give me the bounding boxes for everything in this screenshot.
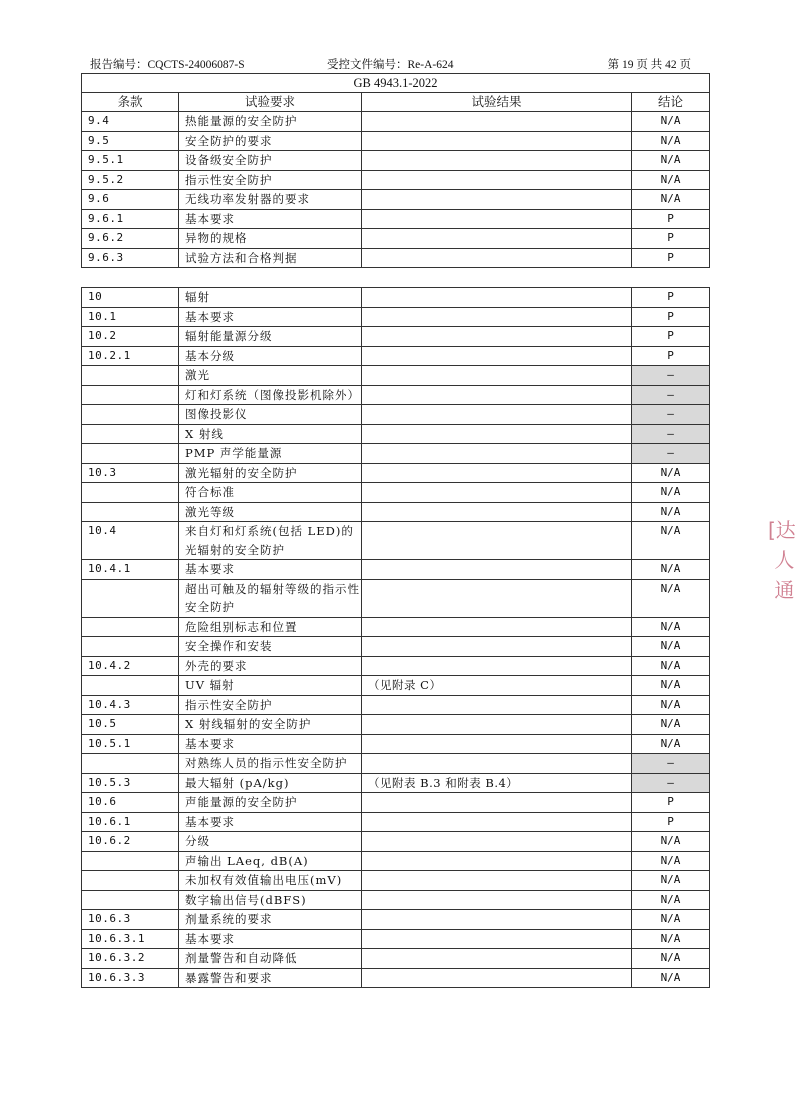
clause-cell: 10.6.1 <box>82 812 179 832</box>
requirement-cell: UV 辐射 <box>179 676 362 696</box>
clause-cell: 10.6.2 <box>82 832 179 852</box>
verdict-cell: N/A <box>632 579 710 617</box>
verdict-cell: N/A <box>632 949 710 969</box>
requirement-cell: X 射线辐射的安全防护 <box>179 715 362 735</box>
verdict-cell: P <box>632 209 710 229</box>
clause-cell: 10.4.3 <box>82 695 179 715</box>
requirement-cell: 试验方法和合格判据 <box>179 248 362 268</box>
requirement-cell: X 射线 <box>179 424 362 444</box>
verdict-cell: N/A <box>632 131 710 151</box>
verdict-cell: N/A <box>632 560 710 580</box>
result-cell <box>362 327 632 347</box>
requirement-cell: 剂量系统的要求 <box>179 910 362 930</box>
clause-cell: 9.6.3 <box>82 248 179 268</box>
table-row <box>82 560 710 580</box>
table-row <box>82 715 710 735</box>
requirement-cell: 辐射能量源分级 <box>179 327 362 347</box>
col-verdict-header: 结论 <box>632 93 710 112</box>
clause-cell: 9.6.2 <box>82 229 179 249</box>
verdict-cell: — <box>632 405 710 425</box>
verdict-cell: N/A <box>632 617 710 637</box>
result-cell <box>362 209 632 229</box>
verdict-cell: N/A <box>632 151 710 171</box>
clause-cell: 10.6.3.1 <box>82 929 179 949</box>
requirement-cell: 图像投影仪 <box>179 405 362 425</box>
result-cell <box>362 424 632 444</box>
verdict-cell: — <box>632 754 710 774</box>
verdict-cell: N/A <box>632 695 710 715</box>
requirement-cell: 指示性安全防护 <box>179 170 362 190</box>
requirement-cell: 基本要求 <box>179 929 362 949</box>
result-cell <box>362 734 632 754</box>
clause-cell <box>82 444 179 464</box>
requirement-cell: 指示性安全防护 <box>179 695 362 715</box>
verdict-cell: — <box>632 773 710 793</box>
verdict-cell: N/A <box>632 734 710 754</box>
clause-cell: 10.6.3.2 <box>82 949 179 969</box>
result-cell <box>362 656 632 676</box>
table-row <box>82 112 710 132</box>
seal-stamp: [达 人 通 <box>768 518 796 602</box>
requirement-cell: 灯和灯系统（图像投影机除外） <box>179 385 362 405</box>
result-cell <box>362 832 632 852</box>
table-row <box>82 307 710 327</box>
clause-cell: 10.5 <box>82 715 179 735</box>
result-cell <box>362 366 632 386</box>
table-row <box>82 579 710 617</box>
requirement-cell: 基本要求 <box>179 560 362 580</box>
clause-cell: 10.2.1 <box>82 346 179 366</box>
table-row <box>82 949 710 969</box>
table-row <box>82 910 710 930</box>
requirement-cell: 声能量源的安全防护 <box>179 793 362 813</box>
result-cell <box>362 715 632 735</box>
clause-cell: 9.5.2 <box>82 170 179 190</box>
clause-cell <box>82 579 179 617</box>
requirement-cell: 危险组别标志和位置 <box>179 617 362 637</box>
clause-cell: 10.4 <box>82 522 179 560</box>
verdict-cell: N/A <box>632 676 710 696</box>
requirement-cell: 激光等级 <box>179 502 362 522</box>
requirement-cell: 对熟练人员的指示性安全防护 <box>179 754 362 774</box>
result-cell <box>362 190 632 210</box>
standard-title: GB 4943.1-2022 <box>82 74 710 93</box>
requirement-cell: 剂量警告和自动降低 <box>179 949 362 969</box>
clause-cell <box>82 483 179 503</box>
table-row <box>82 734 710 754</box>
requirement-cell: 激光 <box>179 366 362 386</box>
table-row <box>82 444 710 464</box>
result-cell <box>362 929 632 949</box>
table-row <box>82 405 710 425</box>
clause-cell <box>82 871 179 891</box>
clause-cell: 10.6.3.3 <box>82 968 179 988</box>
clause-cell <box>82 385 179 405</box>
page-number: 第 19 页 共 42 页 <box>607 59 691 71</box>
verdict-cell: N/A <box>632 190 710 210</box>
result-cell <box>362 288 632 308</box>
result-cell <box>362 579 632 617</box>
verdict-cell: N/A <box>632 656 710 676</box>
table-row <box>82 170 710 190</box>
result-cell <box>362 560 632 580</box>
requirement-cell: 设备级安全防护 <box>179 151 362 171</box>
requirement-cell: 来自灯和灯系统(包括 LED)的光辐射的安全防护 <box>179 522 362 560</box>
verdict-cell: N/A <box>632 502 710 522</box>
table-row <box>82 812 710 832</box>
result-cell <box>362 617 632 637</box>
clause-cell <box>82 502 179 522</box>
result-cell <box>362 112 632 132</box>
requirement-cell: 符合标准 <box>179 483 362 503</box>
result-cell <box>362 695 632 715</box>
standard-row <box>82 74 710 93</box>
requirement-cell: 暴露警告和要求 <box>179 968 362 988</box>
table-row <box>82 832 710 852</box>
clause-cell: 10.5.1 <box>82 734 179 754</box>
result-cell: （见附表 B.3 和附表 B.4） <box>362 773 632 793</box>
verdict-cell: N/A <box>632 637 710 657</box>
table-row <box>82 968 710 988</box>
result-cell <box>362 307 632 327</box>
table-row <box>82 871 710 891</box>
requirement-cell: 基本要求 <box>179 307 362 327</box>
result-cell <box>362 170 632 190</box>
table-row <box>82 793 710 813</box>
clause-cell: 9.6 <box>82 190 179 210</box>
table-row <box>82 288 710 308</box>
requirement-cell: 未加权有效值输出电压(mV) <box>179 871 362 891</box>
clause-cell: 9.5.1 <box>82 151 179 171</box>
page-header <box>84 56 709 73</box>
table-row <box>82 851 710 871</box>
table-row <box>82 248 710 268</box>
control-number: 受控文件编号：Re-A-624 <box>327 59 454 71</box>
verdict-cell: N/A <box>632 715 710 735</box>
verdict-cell: N/A <box>632 170 710 190</box>
result-cell <box>362 522 632 560</box>
clause-cell: 10.4.1 <box>82 560 179 580</box>
requirement-cell: 超出可触及的辐射等级的指示性安全防护 <box>179 579 362 617</box>
clause-cell: 10.6.3 <box>82 910 179 930</box>
report-number: 报告编号：CQCTS-24006087-S <box>90 59 245 71</box>
result-cell <box>362 444 632 464</box>
col-requirement-header: 试验要求 <box>179 93 362 112</box>
clause-cell: 10.6 <box>82 793 179 813</box>
table-row <box>82 463 710 483</box>
table-row <box>82 366 710 386</box>
requirement-cell: 基本分级 <box>179 346 362 366</box>
clause-cell: 10.1 <box>82 307 179 327</box>
result-cell <box>362 229 632 249</box>
result-cell <box>362 483 632 503</box>
column-header-row <box>82 93 710 112</box>
requirement-cell: 激光辐射的安全防护 <box>179 463 362 483</box>
clause-cell <box>82 617 179 637</box>
result-cell <box>362 385 632 405</box>
clause-cell <box>82 851 179 871</box>
verdict-cell: P <box>632 248 710 268</box>
requirement-cell: 安全防护的要求 <box>179 131 362 151</box>
table-row <box>82 190 710 210</box>
table-row <box>82 676 710 696</box>
verdict-cell: P <box>632 307 710 327</box>
clause-cell: 10.4.2 <box>82 656 179 676</box>
clause-cell: 9.6.1 <box>82 209 179 229</box>
clause-cell <box>82 754 179 774</box>
clause-cell: 10.2 <box>82 327 179 347</box>
requirement-cell: 最大辐射 (pA/kg) <box>179 773 362 793</box>
table-row <box>82 695 710 715</box>
table-row <box>82 483 710 503</box>
table-row <box>82 502 710 522</box>
requirement-cell: 安全操作和安装 <box>179 637 362 657</box>
requirement-cell: 无线功率发射器的要求 <box>179 190 362 210</box>
clause-cell <box>82 424 179 444</box>
verdict-cell: — <box>632 424 710 444</box>
result-cell <box>362 346 632 366</box>
clause-cell <box>82 405 179 425</box>
verdict-cell: N/A <box>632 483 710 503</box>
requirement-cell: 分级 <box>179 832 362 852</box>
requirement-cell: 基本要求 <box>179 734 362 754</box>
table-row <box>82 327 710 347</box>
table-row <box>82 617 710 637</box>
verdict-cell: P <box>632 812 710 832</box>
clause-cell: 9.4 <box>82 112 179 132</box>
result-cell <box>362 871 632 891</box>
verdict-cell: N/A <box>632 112 710 132</box>
result-cell <box>362 248 632 268</box>
clause-cell: 10 <box>82 288 179 308</box>
verdict-cell: N/A <box>632 910 710 930</box>
result-cell <box>362 151 632 171</box>
clause-cell: 10.3 <box>82 463 179 483</box>
result-cell: （见附录 C） <box>362 676 632 696</box>
clause-cell: 9.5 <box>82 131 179 151</box>
table-row <box>82 209 710 229</box>
clause-cell <box>82 676 179 696</box>
verdict-cell: P <box>632 793 710 813</box>
result-cell <box>362 812 632 832</box>
table-row <box>82 890 710 910</box>
verdict-cell: N/A <box>632 929 710 949</box>
clause-table-1 <box>81 73 710 268</box>
col-clause-header: 条款 <box>82 93 179 112</box>
verdict-cell: P <box>632 288 710 308</box>
verdict-cell: — <box>632 366 710 386</box>
requirement-cell: 数字输出信号(dBFS) <box>179 890 362 910</box>
result-cell <box>362 793 632 813</box>
verdict-cell: — <box>632 444 710 464</box>
table-row <box>82 637 710 657</box>
table-row <box>82 151 710 171</box>
result-cell <box>362 890 632 910</box>
clause-table-2 <box>81 287 710 988</box>
table-row <box>82 522 710 560</box>
verdict-cell: P <box>632 346 710 366</box>
result-cell <box>362 463 632 483</box>
verdict-cell: N/A <box>632 851 710 871</box>
table-row <box>82 929 710 949</box>
requirement-cell: 外壳的要求 <box>179 656 362 676</box>
result-cell <box>362 851 632 871</box>
requirement-cell: 基本要求 <box>179 812 362 832</box>
table-row <box>82 385 710 405</box>
clause-cell <box>82 366 179 386</box>
table-row <box>82 346 710 366</box>
result-cell <box>362 754 632 774</box>
result-cell <box>362 131 632 151</box>
result-cell <box>362 405 632 425</box>
verdict-cell: P <box>632 327 710 347</box>
verdict-cell: P <box>632 229 710 249</box>
requirement-cell: 基本要求 <box>179 209 362 229</box>
requirement-cell: PMP 声学能量源 <box>179 444 362 464</box>
result-cell <box>362 637 632 657</box>
result-cell <box>362 910 632 930</box>
table-row <box>82 656 710 676</box>
requirement-cell: 声输出 LAeq, dB(A) <box>179 851 362 871</box>
col-result-header: 试验结果 <box>362 93 632 112</box>
verdict-cell: N/A <box>632 522 710 560</box>
table-row <box>82 424 710 444</box>
verdict-cell: N/A <box>632 968 710 988</box>
clause-cell: 10.5.3 <box>82 773 179 793</box>
verdict-cell: N/A <box>632 890 710 910</box>
table-row <box>82 131 710 151</box>
table-row <box>82 773 710 793</box>
requirement-cell: 辐射 <box>179 288 362 308</box>
requirement-cell: 异物的规格 <box>179 229 362 249</box>
requirement-cell: 热能量源的安全防护 <box>179 112 362 132</box>
clause-cell <box>82 890 179 910</box>
result-cell <box>362 968 632 988</box>
verdict-cell: — <box>632 385 710 405</box>
verdict-cell: N/A <box>632 463 710 483</box>
result-cell <box>362 949 632 969</box>
table-row <box>82 754 710 774</box>
table-row <box>82 229 710 249</box>
verdict-cell: N/A <box>632 832 710 852</box>
result-cell <box>362 502 632 522</box>
verdict-cell: N/A <box>632 871 710 891</box>
clause-cell <box>82 637 179 657</box>
